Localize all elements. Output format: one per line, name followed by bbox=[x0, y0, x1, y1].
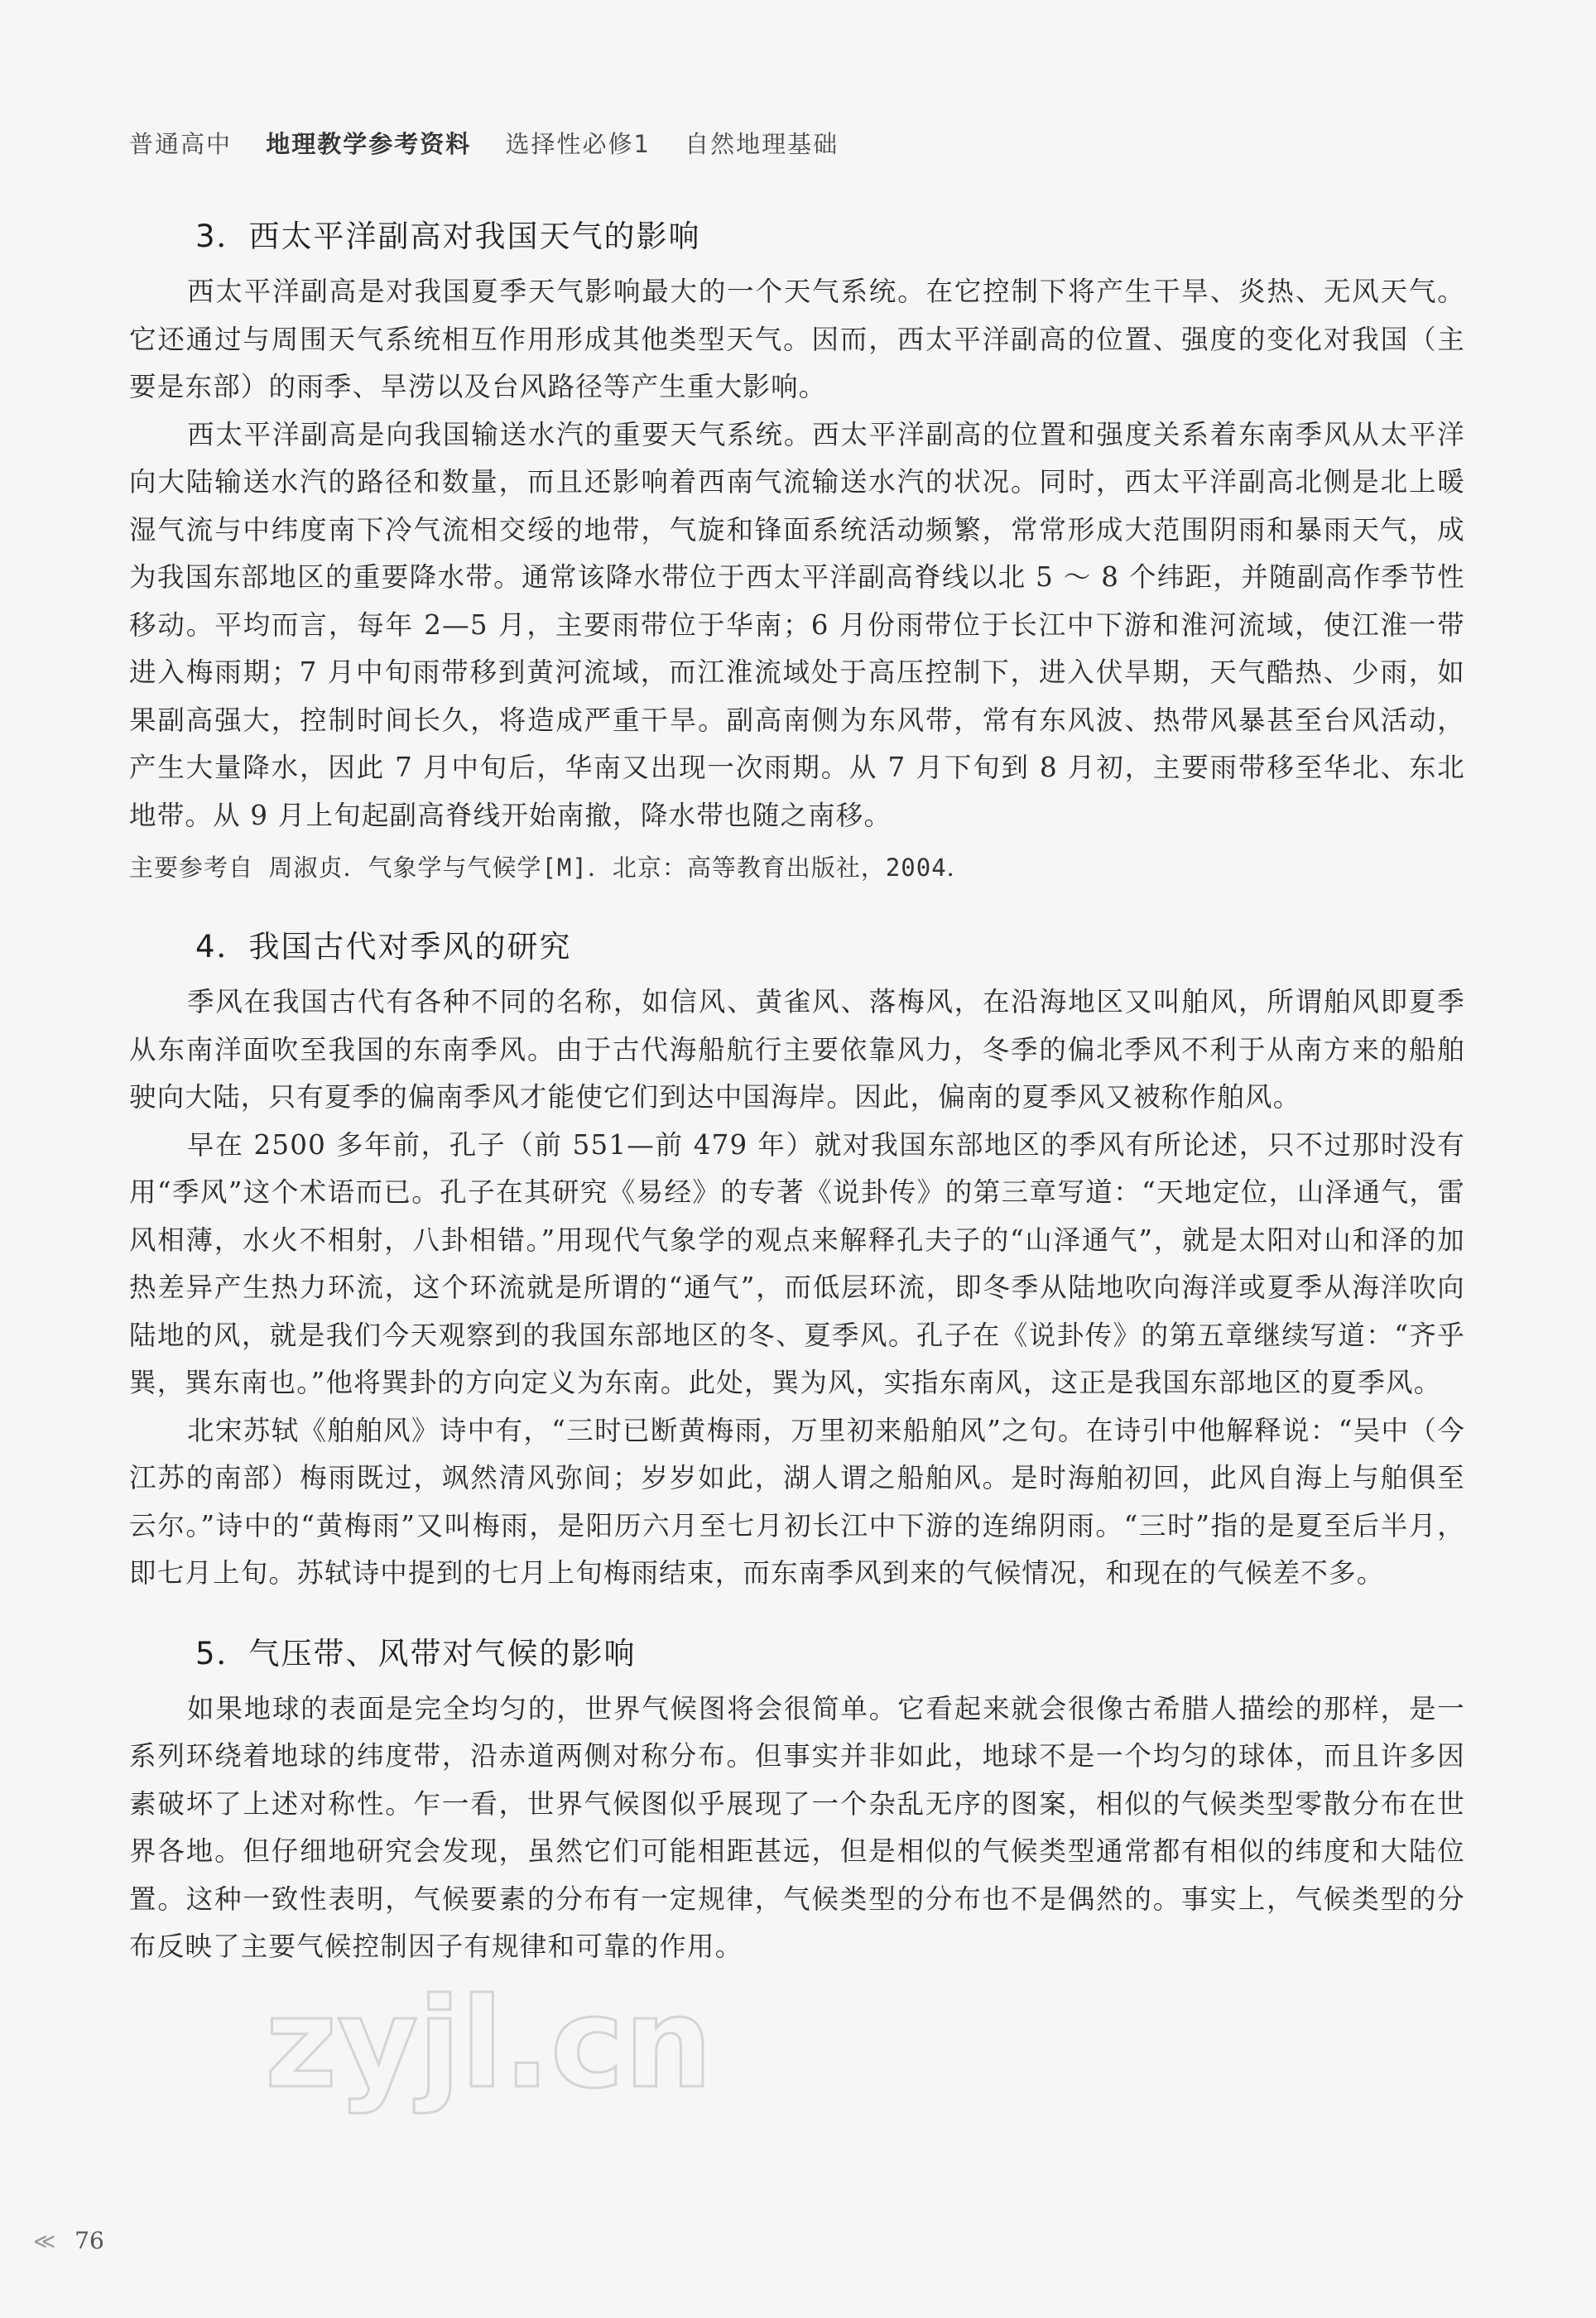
section-4-paragraph-3: 北宋苏轼《舶舶风》诗中有，“三时已断黄梅雨，万里初来船舶风”之句。在诗引中他解释说：“吴中（今江苏的南部）梅雨既过，飒然清风弥间；岁岁如此，湖人谓之船舶风。是时海舶初回，此风自海上与舶俱至云尔。”诗中的“黄梅雨”又叫梅雨，是阳历六月至七月初长江中下游的连绵阴雨。“三时”指的是夏至后半月，即七月上旬。苏轼诗中提到的七月上旬梅雨结束，而东南季风到来的气候情况，和现在的气候差不多。 bbox=[129, 1414, 1465, 1589]
section-3-paragraph-1: 西太平洋副高是对我国夏季天气影响最大的一个天气系统。在它控制下将产生干旱、炎热、无风天气。它还通过与周围天气系统相互作用形成其他类型天气。因而，西太平洋副高的位置、强度的变化对我国（主要是东部）的雨季、旱涝以及台风路径等产生重大影响。 bbox=[129, 276, 1465, 402]
header-series: 普通高中 bbox=[129, 130, 233, 158]
section-3-paragraph-2: 西太平洋副高是向我国输送水汽的重要天气系统。西太平洋副高的位置和强度关系着东南季风从太平洋向大陆输送水汽的路径和数量，而且还影响着西南气流输送水汽的状况。同时，西太平洋副高北侧是北上暖湿气流与中纬度南下冷气流相交绥的地带，气旋和锋面系统活动频繁，常常形成大范围阴雨和暴雨天气，成为我国东部地区的重要降水带。通常该降水带位于西太平洋副高脊线以北 5 ～ 8 个纬距，并随副高作季节性移动。平均而言，每年 2—5 月，主要雨带位于华南；6 月份雨带位于长江中下游和淮河流域，使江淮一带进入梅雨期；7 月中旬雨带移到黄河流域，而江淮流域处于高压控制下，进入伏旱期，天气酷热、少雨，如果副高强大，控制时间长久，将造成严重干旱。副高南侧为东风带，常有东风波、热带风暴甚至台风活动，产生大量降水，因此 7 月中旬后，华南又出现一次雨期。从 7 月下旬到 8 月初，主要雨带移至华北、东北地带。从 9 月上旬起副高脊线开始南撤，降水带也随之南移。 bbox=[129, 418, 1465, 831]
watermark-text: zyjl.cn bbox=[265, 1979, 713, 2116]
watermark-logo bbox=[257, 1979, 720, 2119]
page-number: 76 bbox=[75, 2227, 104, 2254]
header-subject: 自然地理基础 bbox=[685, 130, 839, 158]
section-4-paragraph-2: 早在 2500 多年前，孔子（前 551—前 479 年）就对我国东部地区的季风有所论述，只不过那时没有用“季风”这个术语而已。孔子在其研究《易经》的专著《说卦传》的第三章写道：“天地定位，山泽通气，雷风相薄，水火不相射，八卦相错。”用现代气象学的观点来解释孔夫子的“山泽通气”，就是太阳对山和泽的加热差异产生热力环流，这个环流就是所谓的“通气”，而低层环流，即冬季从陆地吹向海洋或夏季从海洋吹向陆地的风，就是我们今天观察到的我国东部地区的冬、夏季风。孔子在《说卦传》的第五章继续写道：“齐乎巽，巽东南也。”他将巽卦的方向定义为东南。此处，巽为风，实指东南风，这正是我国东部地区的夏季风。 bbox=[129, 1128, 1465, 1398]
section-spacer bbox=[129, 884, 1465, 924]
section-4-paragraph-1: 季风在我国古代有各种不同的名称，如信风、黄雀风、落梅风，在沿海地区又叫舶风，所谓舶风即夏季从东南洋面吹至我国的东南季风。由于古代海船航行主要依靠风力，冬季的偏北季风不利于从南方来的船舶驶向大陆，只有夏季的偏南季风才能使它们到达中国海岸。因此，偏南的夏季风又被称作舶风。 bbox=[129, 986, 1465, 1113]
section-3-reference: 主要参考自 周淑贞．气象学与气候学[M]．北京：高等教育出版社，2004． bbox=[129, 854, 972, 882]
section-4-heading: 4．我国古代对季风的研究 bbox=[195, 929, 572, 964]
section-3 bbox=[129, 214, 1465, 884]
section-3-heading: 3．西太平洋副高对我国天气的影响 bbox=[195, 219, 701, 254]
section-spacer bbox=[129, 1598, 1465, 1631]
running-header bbox=[129, 126, 863, 160]
page-footer bbox=[33, 2227, 104, 2254]
header-book-title: 地理教学参考资料 bbox=[266, 130, 472, 158]
main-content bbox=[129, 214, 1465, 1971]
section-5-heading: 5．气压带、风带对气候的影响 bbox=[195, 1635, 637, 1671]
double-left-arrow-icon: ≪ bbox=[33, 2229, 56, 2254]
section-5 bbox=[129, 1631, 1465, 1971]
section-4 bbox=[129, 924, 1465, 1598]
header-volume: 选择性必修1 bbox=[505, 130, 651, 158]
section-5-paragraph-1: 如果地球的表面是完全均匀的，世界气候图将会很简单。它看起来就会很像古希腊人描绘的那样，是一系列环绕着地球的纬度带，沿赤道两侧对称分布。但事实并非如此，地球不是一个均匀的球体，而且许多因素破坏了上述对称性。乍一看，世界气候图似乎展现了一个杂乱无序的图案，相似的气候类型零散分布在世界各地。但仔细地研究会发现，虽然它们可能相距甚远，但是相似的气候类型通常都有相似的纬度和大陆位置。这种一致性表明，气候要素的分布有一定规律，气候类型的分布也不是偶然的。事实上，气候类型的分布反映了主要气候控制因子有规律和可靠的作用。 bbox=[129, 1692, 1465, 1962]
